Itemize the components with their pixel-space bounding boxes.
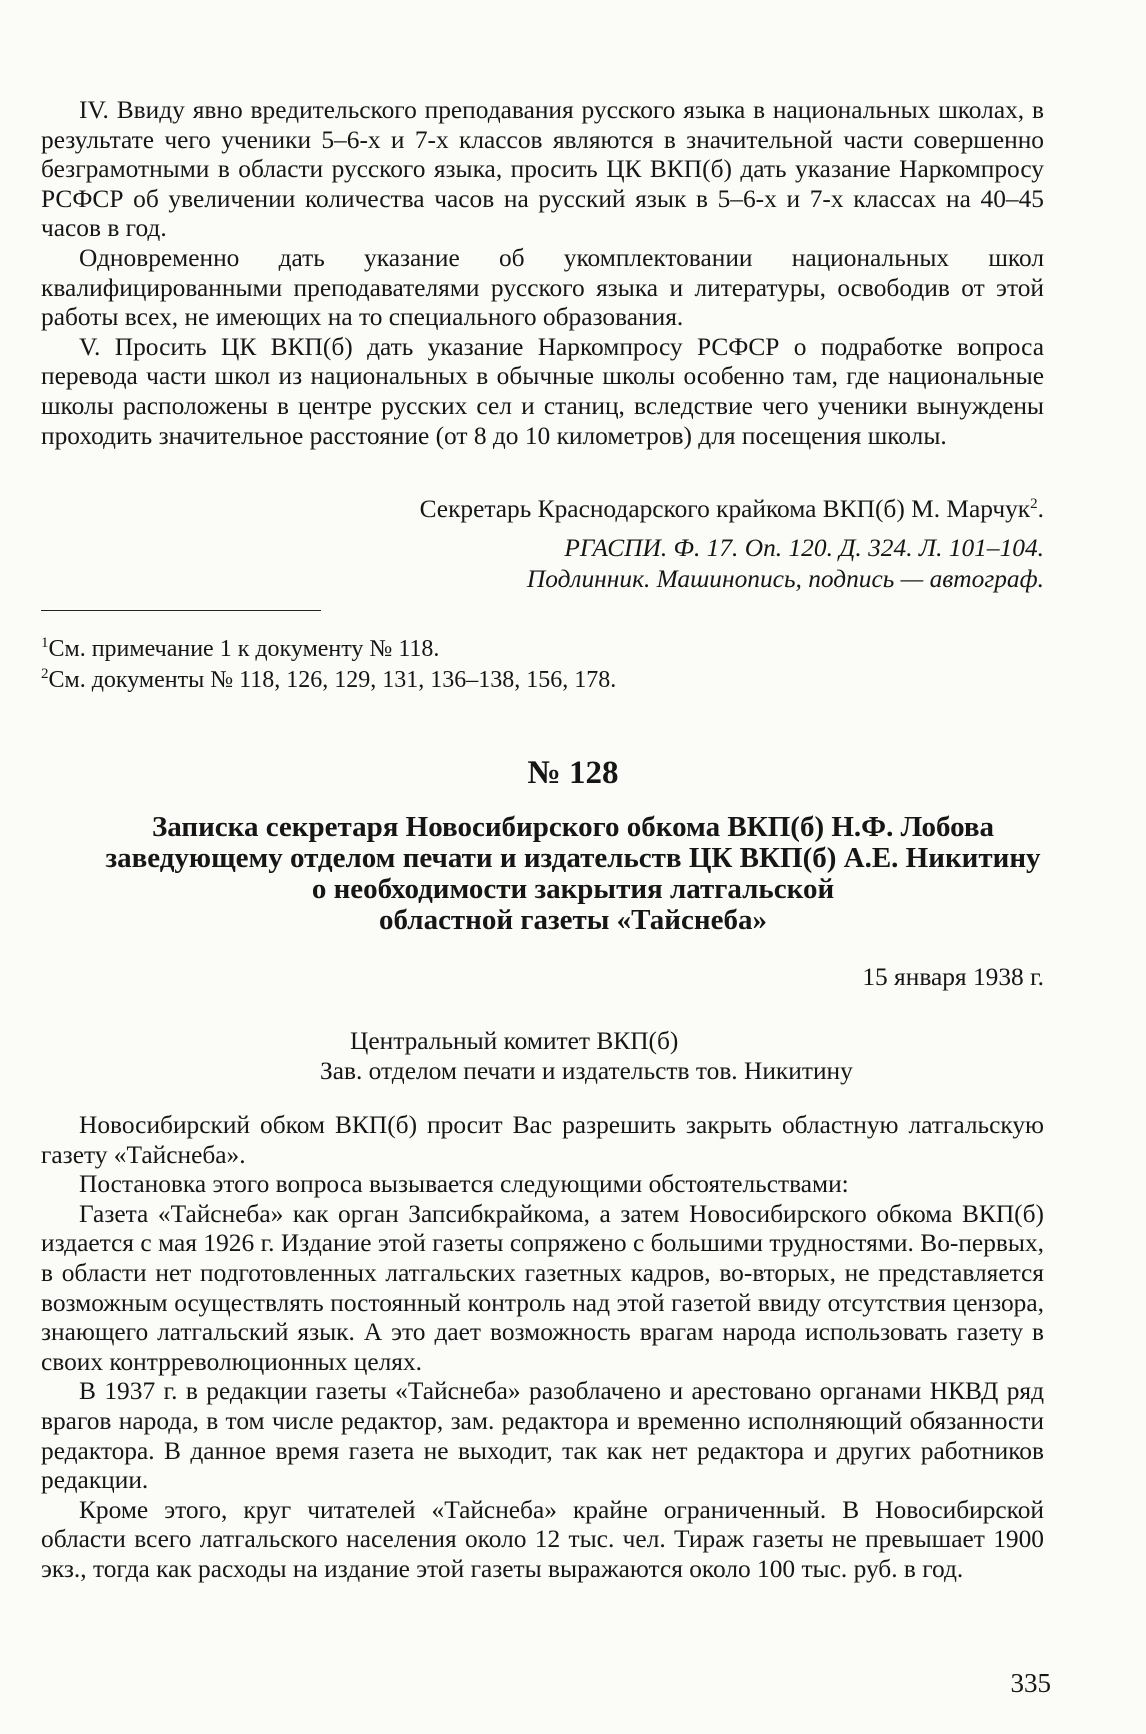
archive-reference: РГАСПИ. Ф. 17. Оп. 120. Д. 324. Л. 101–104.	[564, 534, 1044, 562]
footnote-1-text: См. примечание 1 к документу № 118.	[48, 636, 440, 662]
footnote-2-text: См. документы № 118, 126, 129, 131, 136–138, 156, 178.	[48, 667, 617, 693]
footnote-1-mark: 1	[41, 635, 49, 651]
addressee-line-2: Зав. отделом печати и издательств тов. Никитину	[320, 1056, 853, 1085]
page-number: 335	[1010, 1668, 1051, 1698]
body-paragraph-history: Газета «Тайснеба» как орган Запсибкрайкома, а затем Новосибирского обкома ВКП(б) издается с мая 1926 г. Издание этой газеты сопряжено с большими трудностями. Во-первых, в области нет подготовленных латгальских газетных кадров, во-вторых, не представляется возможным осуществлять постоянный контроль над этой газетой ввиду отсутствия цензора, знающего латгальский язык. А это дает возможность врагам народа использовать газету в своих контрреволюционных целях.	[41, 1199, 1044, 1376]
body-text-block	[41, 1111, 1044, 1585]
body-paragraph-reasons-intro: Постановка этого вопроса вызывается следующими обстоятельствами:	[79, 1170, 849, 1199]
paragraph-staffing: Одновременно дать указание об укомплектовании национальных школ квалифицированными преподавателями русского языка и литературы, освободив от этой работы всех, не имеющих на то специального образования.	[41, 243, 1044, 332]
addressee	[320, 1027, 853, 1086]
title-line-4: областной газеты «Тайснеба»	[379, 904, 767, 936]
source-note: Подлинник. Машинопись, подпись — автограф.	[526, 565, 1044, 593]
document-date: 15 января 1938 г.	[862, 963, 1044, 991]
title-line-1: Записка секретаря Новосибирского обкома ВКП(б) Н.Ф. Лобова	[151, 811, 995, 843]
addressee-line-1: Центральный комитет ВКП(б)	[350, 1027, 679, 1055]
body-paragraph-readership: Кроме этого, круг читателей «Тайснеба» крайне ограниченный. В Новосибирской области всего латгальского населения около 12 тыс. чел. Тираж газеты не превышает 1900 экз., тогда как расходы на издание этой газеты выражаются около 100 тыс. руб. в год.	[41, 1495, 1044, 1583]
paragraph-v: V. Просить ЦК ВКП(б) дать указание Наркомпросу РСФСР о подработке вопроса перевода части школ из национальных в обычные школы особенно там, где национальные школы расположены в центре русских сел и станиц, вследствие чего ученики вынуждены проходить значительное расстояние (от 8 до 10 километров) для посещения школы.	[41, 332, 1044, 450]
body-paragraph-arrests: В 1937 г. в редакции газеты «Тайснеба» разоблачено и арестовано органами НКВД ряд врагов народа, в том числе редактор, зам. редактора и временно исполняющий обязанности редактора. В данное время газета не выходит, так как нет редактора и других работников редакции.	[41, 1377, 1044, 1495]
signature: Секретарь Краснодарского крайкома ВКП(б) М. Марчук$^2$.	[419, 495, 1044, 523]
document-number: № 128	[527, 755, 619, 791]
footnote-2	[41, 660, 616, 694]
footnote-divider	[41, 610, 321, 611]
top-text-block	[41, 96, 1044, 451]
paragraph-iv: IV. Ввиду явно вредительского преподавания русского языка в национальных школах, в результате чего ученики 5–6-х и 7-х классов являются в значительной части совершенно безграмотными в области русского языка, просить ЦК ВКП(б) дать указание Наркомпросу РСФСР об увеличении количества часов на русский язык в 5–6-х и 7-х классах на 40–45 часов в год.	[41, 96, 1044, 243]
title-line-3: о необходимости закрытия латгальской	[311, 873, 835, 905]
title-line-2: заведующему отделом печати и издательств ЦК ВКП(б) А.Е. Никитину	[105, 842, 1041, 874]
footnote-2-mark: 2	[41, 666, 49, 682]
footnote-1	[41, 629, 439, 663]
signature-text: Секретарь Краснодарского крайкома ВКП(б) М. Марчук	[419, 495, 1031, 523]
document-title	[40, 812, 1106, 936]
body-paragraph-request: Новосибирский обком ВКП(б) просит Вас разрешить закрыть областную латгальскую газету «Тайснеба».	[41, 1111, 1044, 1169]
signature-footnote-mark: 2	[1030, 496, 1038, 512]
